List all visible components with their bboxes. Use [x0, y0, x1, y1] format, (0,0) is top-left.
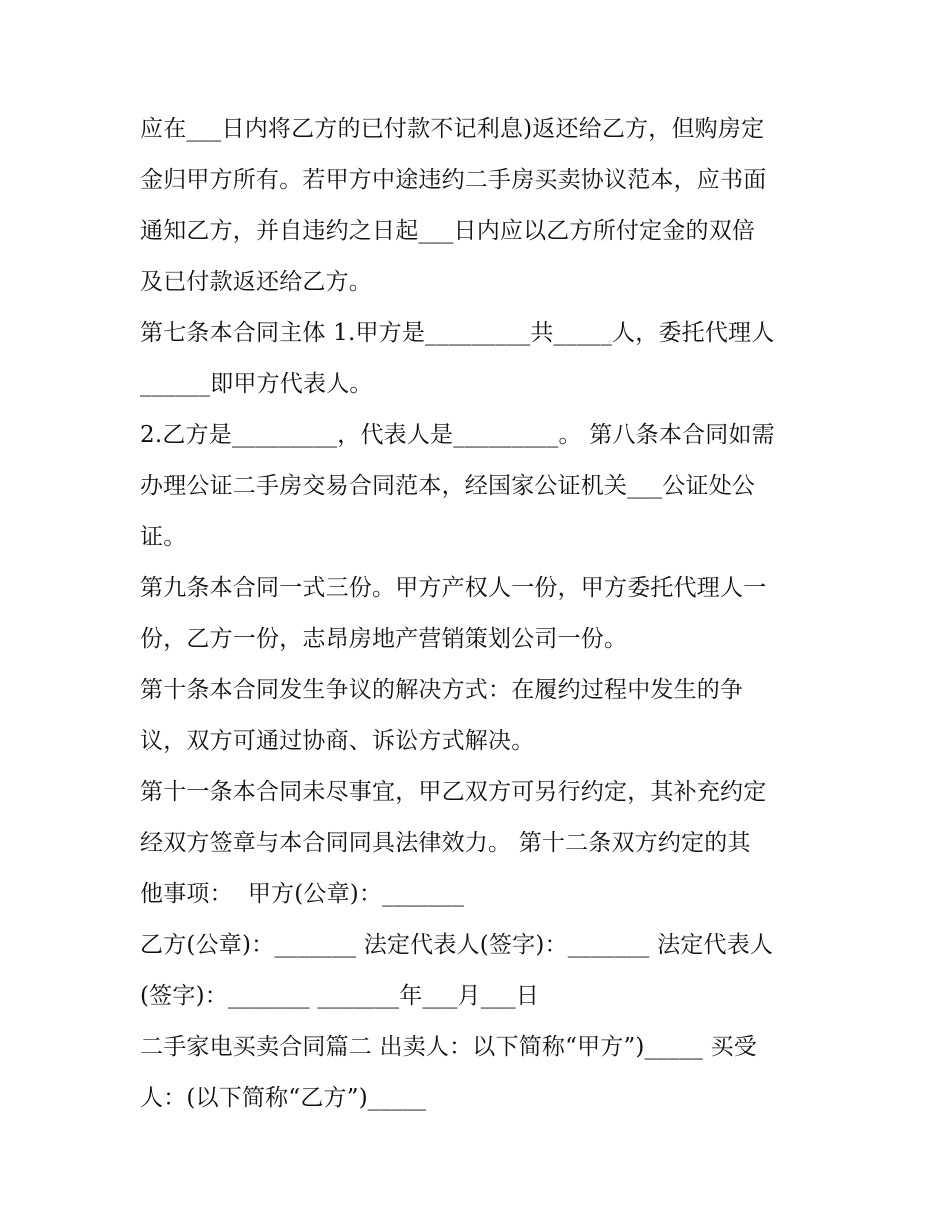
text-line: 份，乙方一份，志昂房地产营销策划公司一份。 [140, 626, 628, 652]
text-line: ______即甲方代表人。 [140, 371, 373, 397]
text-line: 经双方签章与本合同同具法律效力。 第十二条双方约定的其 [140, 830, 751, 856]
document-body [140, 104, 816, 1124]
text-line: 证。 [140, 524, 187, 550]
text-line: 及已付款返还给乙方。 [140, 269, 372, 295]
text-line: 第十条本合同发生争议的解决方式：在履约过程中发生的争 [140, 677, 744, 703]
text-line: (签字)：_______ _______年___月___日 [140, 983, 540, 1009]
text-line: 2.乙方是_________，代表人是_________。 第八条本合同如需 [140, 422, 775, 448]
text-line: 通知乙方，并自违约之日起___日内应以乙方所付定金的双倍 [140, 218, 756, 244]
text-line: 第十一条本合同未尽事宜，甲乙双方可另行约定，其补充约定 [140, 779, 767, 805]
text-line: 二手家电买卖合同篇二 出卖人：以下简称“甲方”)_____ 买受 [140, 1034, 758, 1060]
text-line: 办理公证二手房交易合同范本，经国家公证机关___公证处公 [140, 473, 756, 499]
text-line: 人：(以下简称“乙方”)_____ [140, 1085, 427, 1111]
text-line: 应在___日内将乙方的已付款不记利息)返还给乙方，但购房定 [140, 116, 765, 142]
text-line: 金归甲方所有。若甲方中途违约二手房买卖协议范本，应书面 [140, 167, 767, 193]
text-line: 议，双方可通过协商、诉讼方式解决。 [140, 728, 535, 754]
text-line: 第七条本合同主体 1.甲方是_________共_____人，委托代理人 [140, 320, 775, 346]
text-line: 他事项： 甲方(公章)：_______ [140, 881, 465, 907]
text-line: 第九条本合同一式三份。甲方产权人一份，甲方委托代理人一 [140, 575, 767, 601]
text-line: 乙方(公章)：_______ 法定代表人(签字)：_______ 法定代表人 [140, 932, 774, 958]
